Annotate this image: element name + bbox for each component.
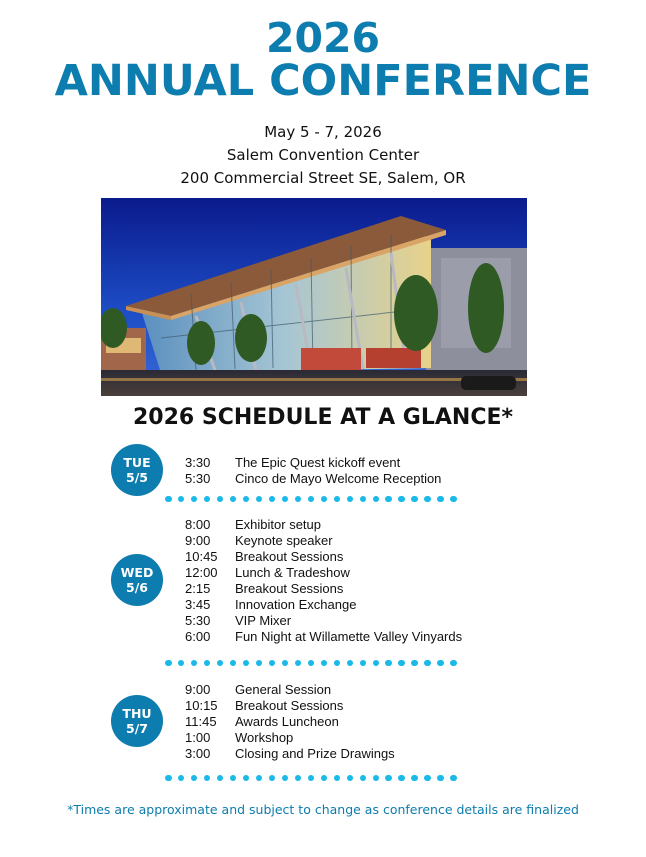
divider-dot [178, 496, 185, 503]
divider-dot [411, 496, 418, 503]
divider-dot [360, 496, 367, 503]
event-name: The Epic Quest kickoff event [235, 455, 401, 470]
divider-dot [282, 660, 289, 667]
conference-venue: Salem Convention Center [226, 146, 420, 164]
event-time: 2:15 [185, 581, 211, 596]
divider-dot [230, 660, 237, 667]
event-name: Breakout Sessions [235, 698, 344, 713]
event-time: 9:00 [185, 533, 211, 548]
divider-dot [191, 660, 198, 667]
day-date: 5/6 [126, 580, 148, 595]
event-time: 3:45 [185, 597, 211, 612]
divider-dot [295, 775, 302, 782]
event-time: 12:00 [185, 565, 218, 580]
divider-dot [191, 775, 198, 782]
divider-dot [347, 775, 354, 782]
divider-dot [385, 775, 392, 782]
event-time: 6:00 [185, 629, 211, 644]
divider-dot [282, 775, 289, 782]
divider-dot [269, 496, 276, 503]
day-badge-tue [111, 444, 163, 496]
divider-dot [321, 775, 328, 782]
divider-dot [411, 775, 418, 782]
divider-dot [308, 496, 315, 503]
divider-dot [450, 660, 457, 667]
day-badge-wed [111, 554, 163, 606]
divider-dot [295, 496, 302, 503]
divider-dot [243, 775, 250, 782]
divider-dot [165, 660, 172, 667]
day-date: 5/7 [126, 721, 148, 736]
divider-dot [295, 660, 302, 667]
divider-dot [334, 775, 341, 782]
divider-dot [424, 775, 431, 782]
divider-dot [282, 496, 289, 503]
day-name: THU [122, 706, 152, 721]
divider-dot [256, 775, 263, 782]
divider-dot [269, 660, 276, 667]
divider-dot [385, 660, 392, 667]
conference-address: 200 Commercial Street SE, Salem, OR [180, 169, 466, 187]
event-name: Keynote speaker [235, 533, 333, 548]
event-name: Breakout Sessions [235, 581, 344, 596]
day-name: TUE [123, 455, 151, 470]
event-name: Workshop [235, 730, 294, 745]
day-badge-thu [111, 695, 163, 747]
divider-dot [334, 660, 341, 667]
divider-dot [204, 496, 211, 503]
event-name: Cinco de Mayo Welcome Reception [235, 471, 442, 486]
divider-dot [217, 496, 224, 503]
divider-dot [256, 660, 263, 667]
divider-dot [165, 775, 172, 782]
divider-dot [398, 660, 405, 667]
dotted-divider [165, 494, 457, 504]
dotted-divider [165, 773, 457, 783]
schedule-heading: 2026 SCHEDULE AT A GLANCE* [132, 405, 513, 430]
divider-dot [217, 660, 224, 667]
divider-dot [450, 496, 457, 503]
conference-dates: May 5 - 7, 2026 [264, 123, 382, 141]
event-time: 5:30 [185, 471, 211, 486]
divider-dot [424, 660, 431, 667]
divider-dot [373, 496, 380, 503]
divider-dot [398, 775, 405, 782]
event-time: 3:30 [185, 455, 211, 470]
divider-dot [178, 660, 185, 667]
divider-dot [437, 775, 444, 782]
event-name: Closing and Prize Drawings [235, 746, 395, 761]
divider-dot [178, 775, 185, 782]
divider-dot [230, 496, 237, 503]
conference-title: ANNUAL CONFERENCE [54, 56, 592, 106]
event-time: 10:15 [185, 698, 218, 713]
divider-dot [243, 496, 250, 503]
divider-dot [424, 496, 431, 503]
divider-dot [347, 496, 354, 503]
divider-dot [308, 775, 315, 782]
day-name: WED [120, 565, 154, 580]
event-time: 8:00 [185, 517, 211, 532]
day-date: 5/5 [126, 470, 148, 485]
event-name: Fun Night at Willamette Valley Vinyards [235, 629, 463, 644]
event-name: General Session [235, 682, 332, 697]
event-time: 11:45 [185, 714, 217, 729]
event-name: Lunch & Tradeshow [235, 565, 350, 580]
conference-year: 2026 [265, 14, 381, 62]
divider-dot [191, 496, 198, 503]
divider-dot [373, 660, 380, 667]
divider-dot [373, 775, 380, 782]
event-time: 10:45 [185, 549, 218, 564]
event-time: 1:00 [185, 730, 211, 745]
divider-dot [204, 775, 211, 782]
event-name: VIP Mixer [235, 613, 292, 628]
divider-dot [360, 660, 367, 667]
divider-dot [437, 660, 444, 667]
divider-dot [411, 660, 418, 667]
divider-dot [334, 496, 341, 503]
divider-dot [165, 496, 172, 503]
divider-dot [437, 496, 444, 503]
event-time: 9:00 [185, 682, 211, 697]
event-name: Breakout Sessions [235, 549, 344, 564]
footnote: *Times are approximate and subject to change as conference details are finalized [67, 802, 579, 817]
divider-dot [256, 496, 263, 503]
event-name: Awards Luncheon [235, 714, 339, 729]
event-time: 3:00 [185, 746, 211, 761]
divider-dot [321, 496, 328, 503]
divider-dot [321, 660, 328, 667]
divider-dot [360, 775, 367, 782]
divider-dot [243, 660, 250, 667]
event-name: Exhibitor setup [235, 517, 321, 532]
divider-dot [204, 660, 211, 667]
divider-dot [269, 775, 276, 782]
event-name: Innovation Exchange [235, 597, 357, 612]
convention-center-photo [101, 198, 527, 396]
dotted-divider [165, 658, 457, 668]
divider-dot [385, 496, 392, 503]
divider-dot [450, 775, 457, 782]
divider-dot [398, 496, 405, 503]
divider-dot [217, 775, 224, 782]
event-time: 5:30 [185, 613, 211, 628]
divider-dot [347, 660, 354, 667]
divider-dot [308, 660, 315, 667]
divider-dot [230, 775, 237, 782]
